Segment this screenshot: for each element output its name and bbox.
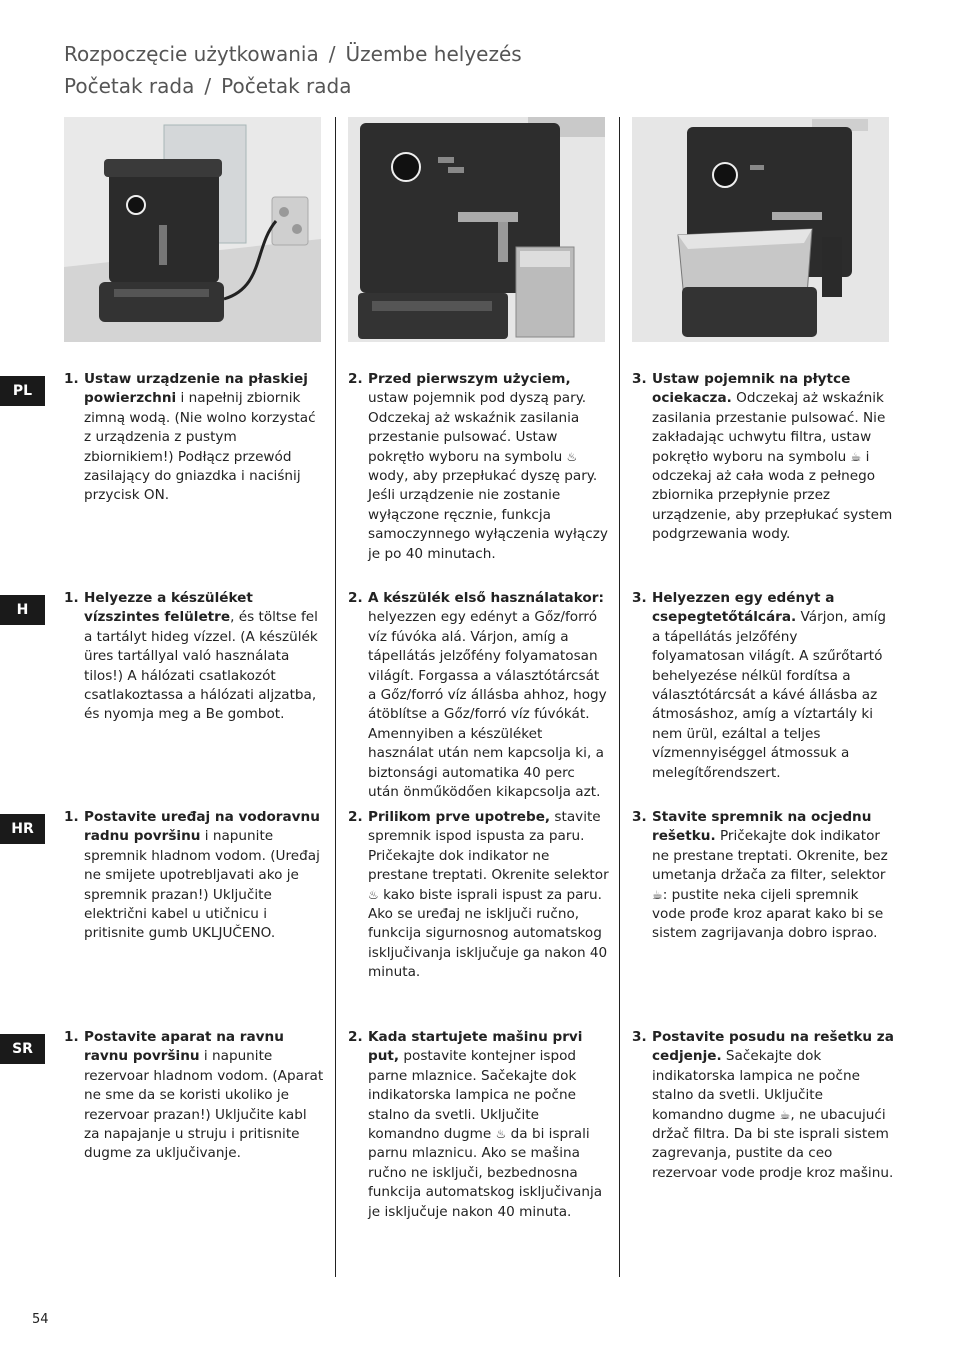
illustration-steam-nozzle: [348, 117, 605, 342]
step-sr-3: [632, 1028, 894, 1183]
step-text: ustaw pojemnik pod dyszą pary. Odczekaj aż wskaźnik zasilania przestanie pulsować. Ustaw pokrętło wyboru na symbolu: [368, 390, 587, 465]
step-text-cont: wody, aby przepłukać dyszę pary. Jeśli urządzenie nie zostanie wyłączone ręcznie, funkcja samoczynnego wyłączenia wyłączy je po 40 minutach.: [368, 468, 608, 562]
step-number: 2.: [348, 809, 363, 825]
step-text: Pričekajte dok indikator ne prestane treptati. Okrenite, bez umetanja držača za filter, selektor: [652, 828, 888, 884]
step-text: stavite spremnik ispod ispusta za paru. Pričekajte dok indikator ne prestane treptati. Okrenite selektor: [368, 809, 609, 884]
column-divider-2: [619, 117, 620, 1277]
step-number: 1.: [64, 1029, 79, 1045]
step-number: 3.: [632, 809, 647, 825]
step-heading: Helyezze a készüléket vízszintes felületre: [84, 590, 253, 626]
step-heading: Helyezzen egy edényt a csepegtetőtálcára.: [652, 590, 835, 626]
step-text: helyezzen egy edényt a Gőz/forró víz fúvóka alá. Várjon, amíg a tápellátás jelzőfény folyamatosan világít. Forgassa a választótárcsát a Gőz/forró víz állásba ahhoz, hogy átöblítse a Gőz/forró víz fúvókát. Amennyiben a készüléket használat után nem kapcsolja ki, a biztonsági automatika 40 perc után önműködően kikapcsolja azt.: [368, 609, 607, 801]
coffee-cup-icon: ☕: [779, 1107, 791, 1122]
step-text: postavite kontejner ispod parne mlaznice. Sačekajte dok indikatorska lampica ne počne stalno da svetli. Uključite komandno dugme: [368, 1048, 577, 1143]
step-text: Várjon, amíg a tápellátás jelzőfény folyamatosan világít. A szűrőtartó behelyezése nélkül fordítsa a választótárcsát a kávé állásba az átmosáshoz, amíg a víztartály ki nem ürül, ezáltal a teljes vízmennyiséggel átmossuk a melegítőrendszert.: [652, 609, 887, 781]
step-number: 3.: [632, 1029, 647, 1045]
step-text: i napunite spremnik hladnom vodom. (Uređaj ne smijete upotrebljavati ako je spremnik prazan!) Uključite električni kabel u utičnicu i pritisnite gumb UKLJUČENO.: [84, 828, 320, 942]
step-text-cont: , ne ubacujući držač filtra. Da bi ste isprali sistem zagrevanja, pustite da ceo rezervoar vode prodje kroz mašinu.: [652, 1106, 894, 1181]
step-text: i napełnij zbiornik zimną wodą. (Nie wolno korzystać z urządzenia z pustym zbiornikiem!) Podłącz przewód zasilający do gniazdka i naciśnij przycisk ON.: [84, 390, 316, 504]
step-h-3: [632, 589, 894, 783]
step-text-cont: i odczekaj aż cała woda z pełnego zbiornika przepłynie przez urządzenie, aby przepłukać system podgrzewania wody.: [652, 448, 893, 543]
step-heading: Przed pierwszym użyciem,: [368, 371, 571, 387]
step-heading: Postavite aparat na ravnu ravnu površinu: [84, 1029, 284, 1065]
step-hr-1: [64, 808, 326, 944]
title-h: Üzembe helyezés: [345, 42, 522, 66]
column-divider-1: [335, 117, 336, 1277]
step-heading: A készülék első használatakor:: [368, 590, 604, 606]
step-heading: Postavite uređaj na vodoravnu radnu površinu: [84, 809, 320, 845]
steam-icon: ♨: [495, 1127, 507, 1142]
step-h-1: [64, 589, 326, 725]
language-tab-sr: SR: [0, 1034, 45, 1064]
step-heading: Postavite posudu na rešetku za cedjenje.: [652, 1029, 894, 1065]
step-heading: Ustaw pojemnik na płytce ociekacza.: [652, 371, 851, 407]
step-text-cont: kako biste isprali ispust za paru. Ako se uređaj ne isključi ručno, funkcija sigurnosnog automatskog isključivanja isključuje ga nakon 40 minuta.: [368, 886, 608, 981]
step-heading: Prilikom prve upotrebe,: [368, 809, 551, 825]
step-hr-3: [632, 808, 894, 944]
steam-icon: ♨: [368, 887, 379, 902]
title-separator: /: [328, 42, 336, 66]
illustration-fill-tank: [64, 117, 321, 342]
step-text: , és töltse fel a tartályt hideg vízzel. (A készülék üres tartállyal való használata tilos!) A hálózati csatlakozót csatlakoztassa a hálózati aljzatba, és nyomja meg a Be gombot.: [84, 609, 318, 723]
step-text: Odczekaj aż wskaźnik zasilania przestanie pulsować. Nie zakładając uchwytu filtra, ustaw pokrętło wyboru na symbolu: [652, 390, 886, 465]
steam-icon: ♨: [566, 449, 578, 464]
step-pl-2: [348, 370, 610, 564]
coffee-cup-icon: ☕: [652, 887, 663, 902]
title-separator: /: [204, 74, 212, 98]
step-number: 1.: [64, 371, 79, 387]
title-pl: Rozpoczęcie użytkowania: [64, 42, 319, 66]
step-number: 2.: [348, 590, 363, 606]
step-number: 2.: [348, 371, 363, 387]
language-tab-pl: PL: [0, 376, 45, 406]
step-hr-2: [348, 808, 610, 983]
language-tab-h: H: [0, 595, 45, 625]
coffee-cup-icon: ☕: [850, 449, 862, 464]
step-text-cont: da bi isprali parnu mlaznicu. Ako se mašina ručno ne isključi, bezbednosna funkcija automatskog isključivanja je isključuje nakon 40 minuta.: [368, 1126, 603, 1220]
step-heading: Stavite spremnik na ocjednu rešetku.: [652, 809, 872, 845]
step-text-cont: : pustite neka cijeli spremnik vode prođe kroz aparat kako bi se sistem zagrijavanja dobro isprao.: [652, 886, 884, 942]
step-heading: Ustaw urządzenie na płaskiej powierzchni: [84, 371, 308, 407]
step-pl-3: [632, 370, 894, 545]
step-number: 3.: [632, 590, 647, 606]
step-heading: Kada startujete mašinu prvi put,: [368, 1029, 583, 1065]
title-sr: Početak rada: [221, 74, 352, 98]
step-number: 3.: [632, 371, 647, 387]
title-line-2: [64, 74, 351, 98]
language-tab-hr: HR: [0, 814, 45, 844]
step-sr-2: [348, 1028, 610, 1222]
step-h-2: [348, 589, 610, 802]
step-number: 1.: [64, 590, 79, 606]
illustration-drip-tray-bowl: [632, 117, 889, 342]
step-text: i napunite rezervoar hladnom vodom. (Aparat ne sme da se koristi ukoliko je rezervoar prazan!) Uključite kabl za napajanje u struju i pritisnite dugme za uključivanje.: [84, 1048, 324, 1162]
step-number: 1.: [64, 809, 79, 825]
title-hr: Početak rada: [64, 74, 195, 98]
step-pl-1: [64, 370, 326, 506]
page-number: 54: [32, 1312, 49, 1327]
step-sr-1: [64, 1028, 326, 1164]
title-line-1: [64, 42, 522, 66]
step-number: 2.: [348, 1029, 363, 1045]
step-text: Sačekajte dok indikatorska lampica ne počne stalno da svetli. Uključite komandno dugme: [652, 1048, 860, 1123]
